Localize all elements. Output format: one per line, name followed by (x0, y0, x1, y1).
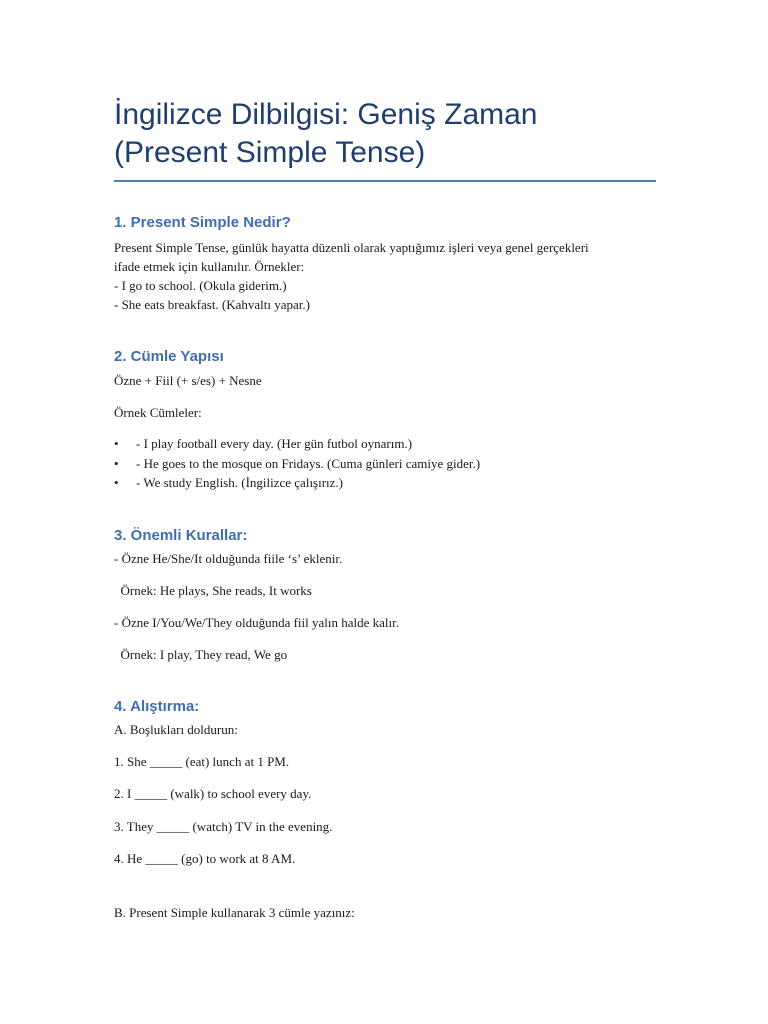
rule-line: - Özne I/You/We/They olduğunda fiil yalın halde kalır. (114, 615, 400, 630)
exercise-instruction: A. Boşlukları doldurun: (114, 722, 238, 737)
section-1-line: - She eats breakfast. (Kahvaltı yapar.) (114, 297, 311, 312)
title-underline (114, 180, 656, 182)
rule-example: Örnek: He plays, She reads, It works (114, 583, 312, 598)
rule-example: Örnek: I play, They read, We go (114, 647, 288, 662)
section-1-line: - I go to school. (Okula giderim.) (114, 278, 287, 293)
bullet-icon: • (114, 456, 119, 471)
exercise-item: 1. She _____ (eat) lunch at 1 PM. (114, 754, 290, 769)
example-bullet-text: - I play football every day. (Her gün futbol oynarım.) (136, 436, 413, 451)
rule-line: - Özne He/She/It olduğunda fiile ‘s’ eklenir. (114, 551, 343, 566)
examples-label: Örnek Cümleler: (114, 405, 202, 420)
section-1-line: Present Simple Tense, günlük hayatta düzenli olarak yaptığımız işleri veya genel gerçekleri (114, 240, 589, 255)
exercise-item: 4. He _____ (go) to work at 8 AM. (114, 851, 296, 866)
section-3-heading: 3. Önemli Kurallar: (114, 527, 248, 544)
exercise-part-b: B. Present Simple kullanarak 3 cümle yazınız: (114, 905, 355, 920)
bullet-icon: • (114, 475, 119, 490)
exercise-item: 3. They _____ (watch) TV in the evening. (114, 819, 333, 834)
section-4-heading: 4. Alıştırma: (114, 698, 200, 715)
example-bullet-text: - We study English. (İngilizce çalışırız.) (136, 475, 344, 490)
bullet-icon: • (114, 436, 119, 451)
example-bullet-text: - He goes to the mosque on Fridays. (Cuma günleri camiye gider.) (136, 456, 481, 471)
section-2-heading: 2. Cümle Yapısı (114, 348, 224, 365)
exercise-item: 2. I _____ (walk) to school every day. (114, 786, 312, 801)
sentence-structure-formula: Özne + Fiil (+ s/es) + Nesne (114, 373, 262, 388)
section-1-line: ifade etmek için kullanılır. Örnekler: (114, 259, 305, 274)
document-title: İngilizce Dilbilgisi: Geniş Zaman (Present Simple Tense) (114, 98, 538, 169)
section-1-heading: 1. Present Simple Nedir? (114, 214, 291, 231)
